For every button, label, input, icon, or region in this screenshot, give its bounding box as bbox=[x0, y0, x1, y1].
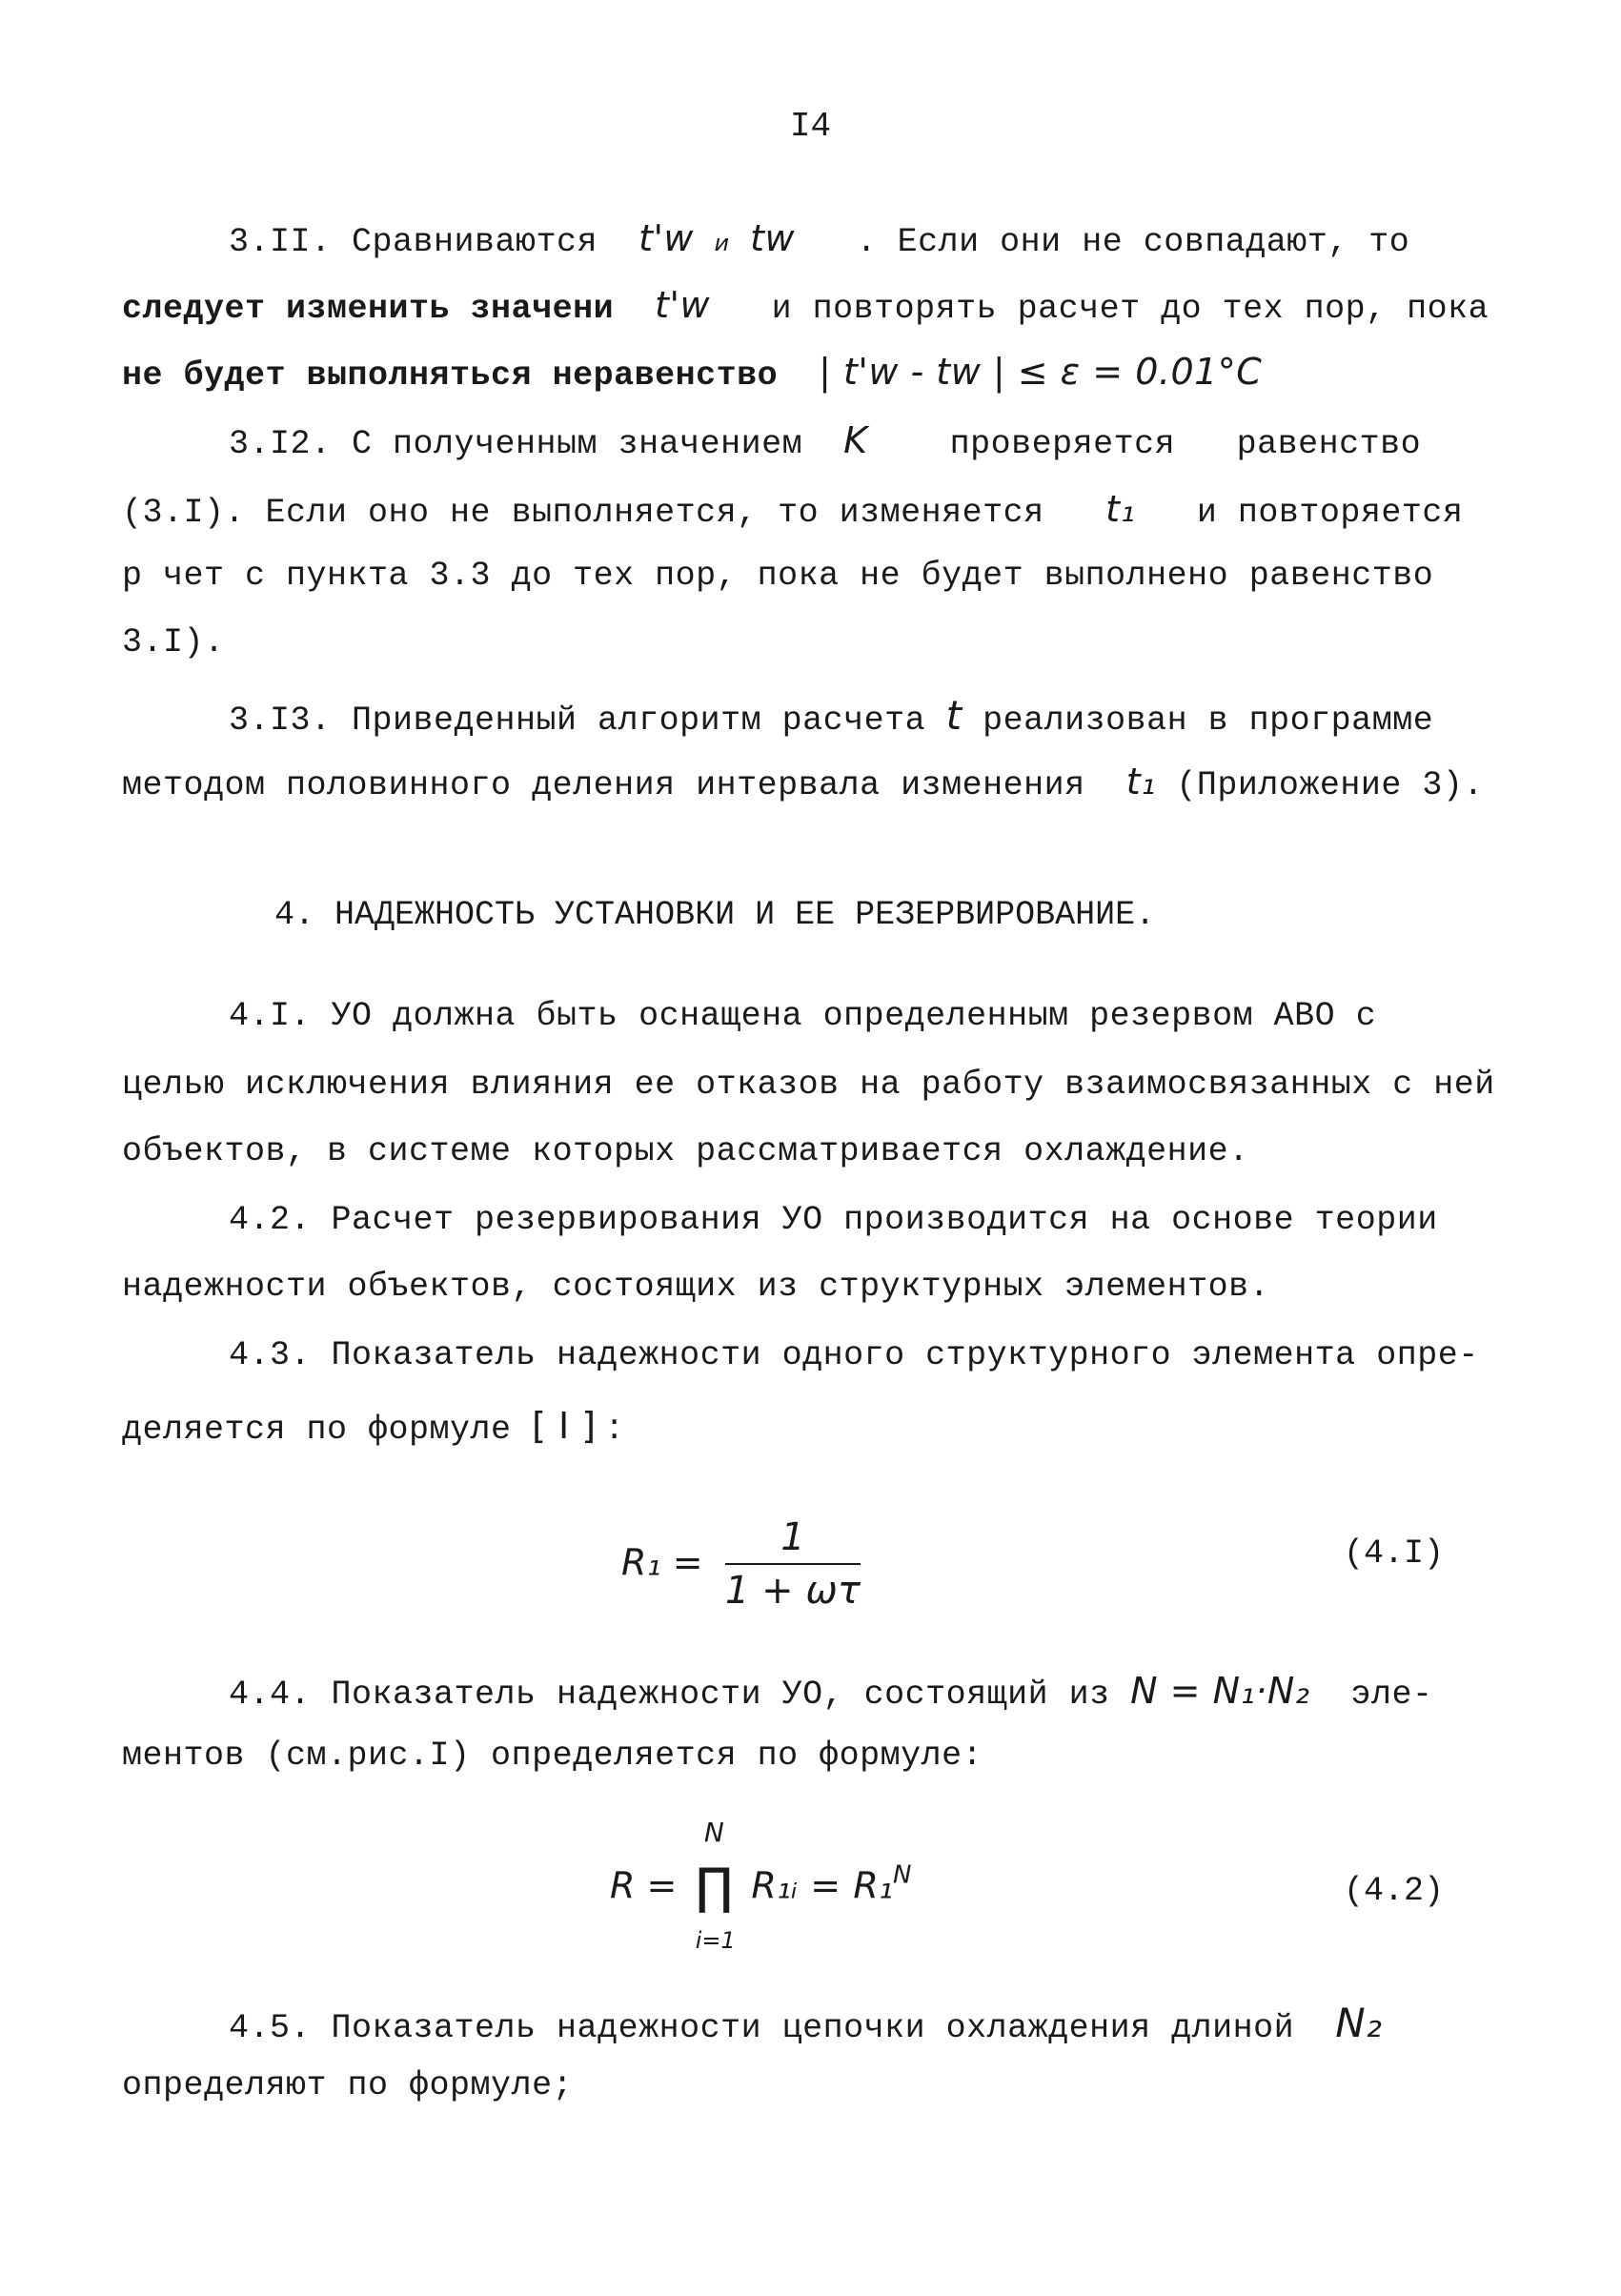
handwritten-t-w-prime: t'w bbox=[638, 217, 695, 259]
handwritten-t-w-prime-2: t'w bbox=[655, 284, 711, 326]
formula-4-2-product bbox=[695, 1817, 736, 1954]
formula-4-1-lhs: R₁ = bbox=[621, 1541, 703, 1584]
formula-4-1-denominator: 1 + ωτ bbox=[724, 1569, 861, 1613]
handwritten-n2: N₂ bbox=[1335, 2000, 1383, 2046]
para-3-11-line-3: не будет выполняться неравенство | t'w - tw | ≤ ε = 0.01°C bbox=[122, 351, 1263, 395]
para-3-12-line-1: 3.I2. С полученным значением K проверяется равенство bbox=[229, 419, 1422, 463]
formula-4-2-number: (4.2) bbox=[1344, 1872, 1445, 1910]
formula-4-1-numerator: 1 bbox=[725, 1515, 861, 1565]
para-4-4-line-2: ментов (см.рис.I) определяется по формуле: bbox=[122, 1737, 983, 1775]
formula-4-2-term: R₁ᵢ bbox=[751, 1864, 798, 1907]
handwritten-t1: t₁ bbox=[1105, 488, 1136, 530]
para-3-13-line-2: методом половинного деления интервала изменения t₁ (Приложение 3). bbox=[122, 761, 1484, 804]
para-4-4-line-1: 4.4. Показатель надежности УО, состоящий из N = N₁·N₂ эле- bbox=[229, 1670, 1433, 1714]
para-4-2-line-1: 4.2. Расчет резервирования УО производится на основе теории bbox=[229, 1201, 1438, 1239]
handwritten-n-formula: N = N₁·N₂ bbox=[1130, 1670, 1310, 1712]
para-3-12-line-2: (3.I). Если оно не выполняется, то изменяется t₁ и повторяется bbox=[122, 488, 1464, 532]
para-4-5-line-1: 4.5. Показатель надежности цепочки охлаждения длиной N₂ bbox=[229, 2000, 1383, 2047]
para-4-1-line-1: 4.I. УО должна быть оснащена определенным резервом АВО с bbox=[229, 997, 1377, 1035]
para-4-2-line-2: надежности объектов, состоящих из структурных элементов. bbox=[122, 1268, 1270, 1306]
para-3-12-line-3: р чет с пункта 3.3 до тех пор, пока не будет выполнено равенство bbox=[122, 557, 1434, 595]
para-3-11-line-1: 3.II. Сравниваются t'w и tw . Если они не совпадают, то bbox=[229, 217, 1410, 261]
para-4-3-line-1: 4.3. Показатель надежности одного структурного элемента опре- bbox=[229, 1336, 1479, 1374]
para-4-3-line-2: деляется по формуле [ I ] : bbox=[122, 1405, 621, 1449]
handwritten-t-w: tw bbox=[750, 217, 796, 259]
handwritten-and: и bbox=[714, 230, 730, 256]
formula-4-2-equals: = bbox=[810, 1864, 841, 1907]
formula-4-2-rhs: R₁ bbox=[853, 1864, 894, 1907]
handwritten-t: t bbox=[945, 692, 962, 739]
para-4-5-line-2: определяют по формуле; bbox=[122, 2066, 574, 2104]
formula-4-1-number: (4.I) bbox=[1344, 1534, 1445, 1573]
formula-4-2-lhs: R = bbox=[610, 1864, 678, 1907]
section-heading: 4. НАДЕЖНОСТЬ УСТАНОВКИ И ЕЕ РЕЗЕРВИРОВАНИЕ. bbox=[274, 896, 1156, 934]
product-symbol: ∏ bbox=[695, 1859, 734, 1916]
page-number: I4 bbox=[789, 107, 832, 146]
formula-4-2-prod-bottom: i=1 bbox=[695, 1927, 736, 1954]
para-3-12-line-4: 3.I). bbox=[122, 623, 225, 661]
handwritten-k: K bbox=[843, 419, 868, 461]
reference-bracket: [ I ] : bbox=[532, 1405, 621, 1447]
para-4-1-line-3: объектов, в системе которых рассматривается охлаждение. bbox=[122, 1132, 1249, 1170]
formula-4-2-rhs-exponent: N bbox=[893, 1860, 912, 1890]
formula-4-1-fraction bbox=[725, 1515, 861, 1613]
formula-4-2-prod-top: N bbox=[703, 1817, 724, 1848]
handwritten-t1-2: t₁ bbox=[1125, 761, 1156, 803]
para-4-1-line-2: целью исключения влияния ее отказов на работу взаимосвязанных с ней bbox=[122, 1066, 1495, 1104]
formula-4-1 bbox=[621, 1515, 861, 1613]
para-3-11-line-2: следует изменить значени t'w и повторять расчет до тех пор, пока bbox=[122, 284, 1489, 328]
para-3-13-line-1: 3.I3. Приведенный алгоритм расчета t реализован в программе bbox=[229, 692, 1434, 740]
handwritten-inequality: | t'w - tw | ≤ ε = 0.01°C bbox=[819, 351, 1263, 393]
formula-4-2 bbox=[610, 1817, 912, 1954]
